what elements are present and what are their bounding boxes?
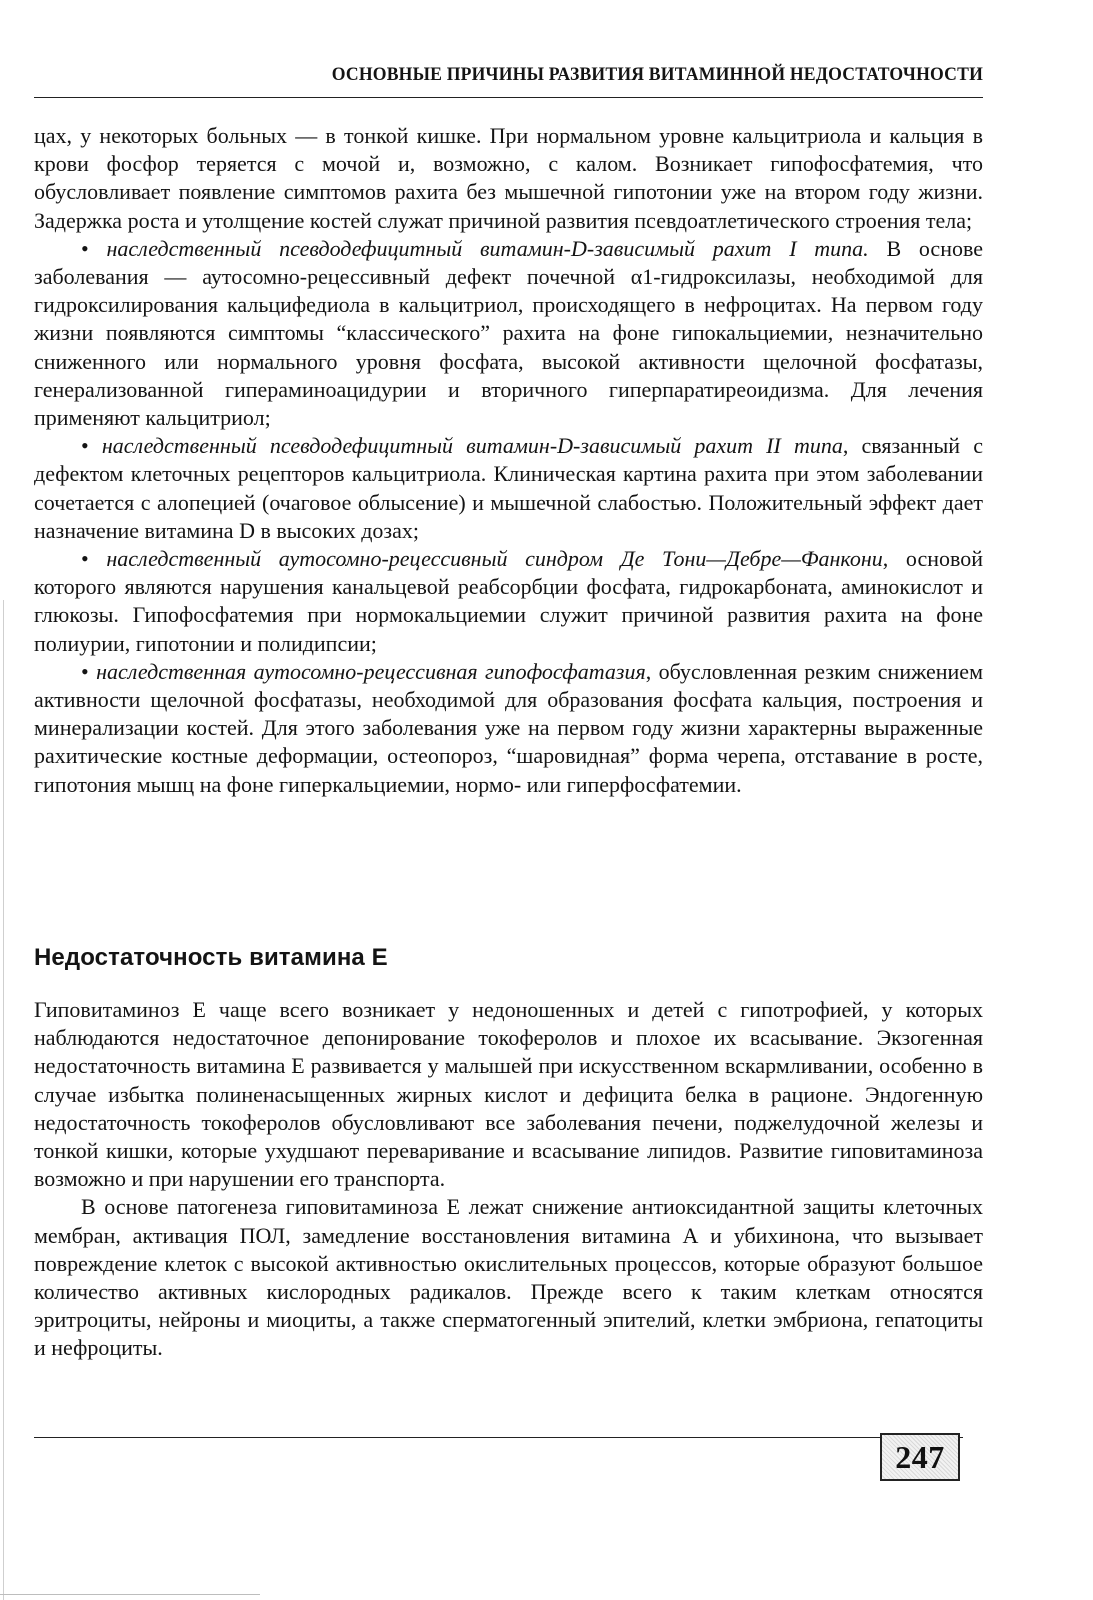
page-number: 247 — [895, 1438, 945, 1475]
bullet-icon: • — [81, 235, 89, 261]
scan-edge-mark — [0, 1594, 260, 1595]
list-item-term: наследственная аутосомно-рецессивная гипофосфатазия — [96, 658, 646, 684]
body-paragraph: В основе патогенеза гиповитаминоза Е лежат снижение антиоксидантной защиты клеточных мембран, активация ПОЛ, замедление восстановления витамина А и убихинона, что вызывает повреждение клеток с высокой активностью окислительных процессов, которые образуют большое количество активных кислородных радикалов. Прежде всего к таким клеткам относятся эритроциты, нейроны и миоциты, а также сперматогенный эпителий, клетки эмбриона, гепатоциты и нефроциты. — [34, 1194, 983, 1361]
list-item — [34, 545, 983, 658]
bullet-icon: • — [81, 658, 89, 684]
section-heading-vitamin-e: Недостаточность витамина Е — [34, 944, 388, 971]
list-item-text: В основе заболевания — аутосомно-рецессивный дефект почечной α1-гидроксилазы, необходимой для гидроксилирования кальцифедиола в кальцитриол, происходящего в нефроцитах. На первом году жизни появляются симптомы “классического” рахита на фоне гипокальциемии, незначительно сниженного или нормального уровня фосфата, высокой активности щелочной фосфатазы, генерализованной гипераминоацидурии и вторичного гиперпаратиреоидизма. Для лечения применяют кальцитриол; — [34, 235, 983, 431]
list-item-term: наследственный аутосомно-рецессивный синдром Де Тони—Дебре—Фанкони — [106, 546, 883, 572]
list-item-text: , основой которого являются нарушения канальцевой реабсорбции фосфата, гидрокарбоната, аминокислот и глюкозы. Гипофосфатемия при нормокальциемии служит причиной развития рахита на фоне полиурии, гипотонии и полидипсии; — [34, 546, 983, 656]
scan-edge-mark — [3, 600, 4, 1600]
running-header-title: ОСНОВНЫЕ ПРИЧИНЫ РАЗВИТИЯ ВИТАМИННОЙ НЕДОСТАТОЧНОСТИ — [331, 64, 984, 85]
vitamin-e-section-body — [34, 996, 983, 1363]
page-number-box — [880, 1433, 960, 1481]
footer-rule — [34, 1437, 963, 1438]
list-item-term: наследственный псевдодефицитный витамин-D-зависимый рахит II типа — [101, 433, 843, 459]
body-paragraph: Гиповитаминоз Е чаще всего возникает у недоношенных и детей с гипотрофией, у которых наблюдаются недостаточное депонирование токоферолов и плохое их всасывание. Экзогенная недостаточность витамина Е развивается у малышей при искусственном вскармливании, особенно в случае избытка полиненасыщенных жирных кислот и дефицита белка в рационе. Эндогенную недостаточность токоферолов обусловливают все заболевания печени, поджелудочной железы и тонкой кишки, которые ухудшают переваривание и всасывание липидов. Развитие гиповитаминоза возможно и при нарушении его транспорта. — [34, 997, 983, 1192]
list-item-term: наследственный псевдодефицитный витамин-D-зависимый рахит I типа. — [106, 235, 869, 261]
list-item-text: , обусловленная резким снижением активности щелочной фосфатазы, необходимой для образования фосфата кальция, построения и минерализации костей. Для этого заболевания уже на первом году жизни характерны выраженные рахитические костные деформации, остеопороз, “шаровидная” форма черепа, отставание в росте, гипотония мышц на фоне гиперкальциемии, нормо- или гиперфосфатемии. — [34, 658, 983, 797]
bullet-icon: • — [81, 546, 89, 572]
list-item — [34, 235, 983, 432]
list-item — [34, 432, 983, 545]
header-rule — [34, 97, 983, 98]
list-item — [34, 658, 983, 799]
continuation-paragraph: цах, у некоторых больных — в тонкой кишке. При нормальном уровне кальцитриола и кальция в крови фосфор теряется с мочой и, возможно, с калом. Возникает гипофосфатемия, что обусловливает появление симптомов рахита без мышечной гипотонии уже на втором году жизни. Задержка роста и утолщение костей служат причиной развития псевдоатлетического строения тела; — [34, 123, 983, 233]
list-item-text: , связанный с дефектом клеточных рецепторов кальцитриола. Клиническая картина рахита при этом заболевании сочетается с алопецией (очаговое облысение) и мышечной слабостью. Положительный эффект дает назначение витамина D в высоких дозах; — [34, 433, 983, 543]
bullet-icon: • — [81, 433, 89, 459]
rickets-forms-section — [34, 122, 983, 799]
